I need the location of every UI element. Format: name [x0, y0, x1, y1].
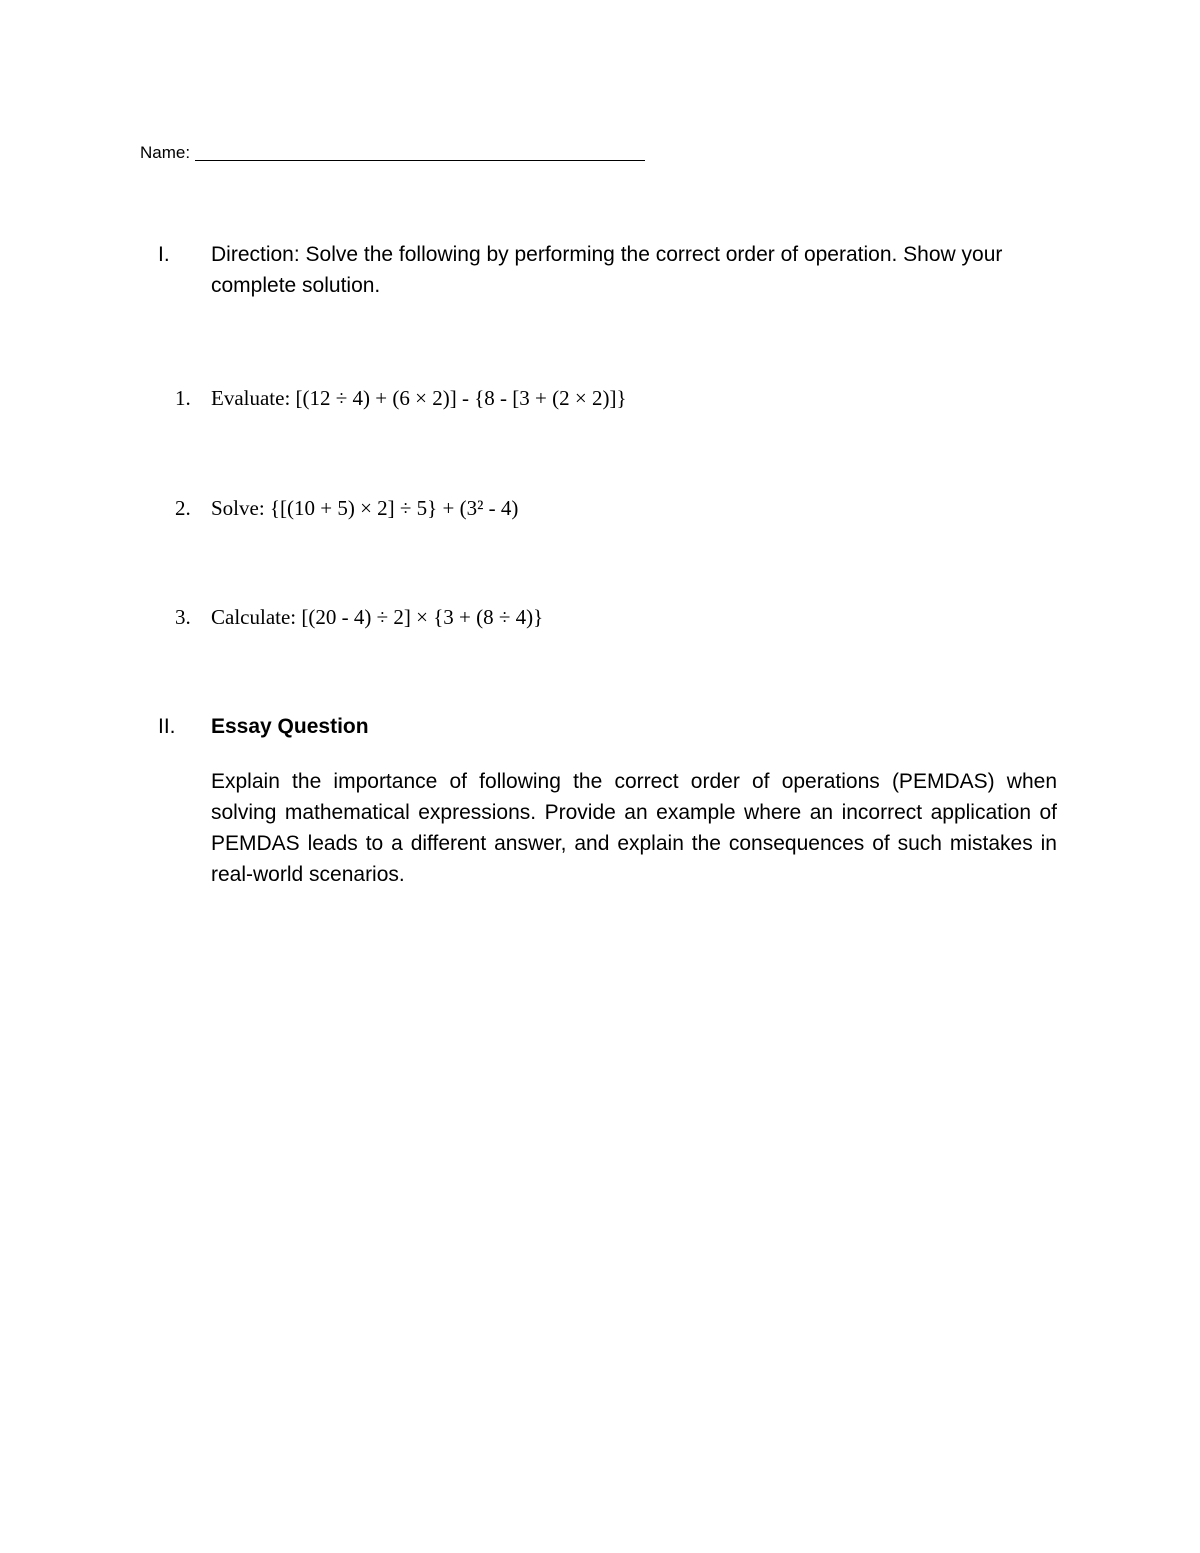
- section-1-direction: Direction: Solve the following by performing the correct order of operation. Show your complete solution.: [211, 243, 1003, 297]
- question-1-number: 1.: [175, 386, 191, 410]
- section-2-numeral: II.: [158, 715, 176, 738]
- name-field: [140, 143, 645, 163]
- question-1-text: Evaluate: [(12 ÷ 4) + (6 × 2)] - {8 - [3 + (2 × 2)]}: [211, 386, 627, 410]
- question-3-number: 3.: [175, 605, 191, 629]
- essay-prompt: Explain the importance of following the correct order of operations (PEMDAS) when solving mathematical expressions. Provide an example where an incorrect application of PEMDAS leads to a different answer, and explain the consequences of such mistakes in real-world scenarios.: [211, 770, 1057, 886]
- question-3-text: Calculate: [(20 - 4) ÷ 2] × {3 + (8 ÷ 4)}: [211, 605, 544, 629]
- section-2-title: Essay Question: [211, 715, 369, 738]
- name-label: Name:: [140, 143, 191, 162]
- question-2-number: 2.: [175, 496, 191, 520]
- question-2-text: Solve: {[(10 + 5) × 2] ÷ 5} + (3² - 4): [211, 496, 519, 520]
- name-blank-line: [195, 148, 645, 161]
- section-1-numeral: I.: [158, 243, 170, 266]
